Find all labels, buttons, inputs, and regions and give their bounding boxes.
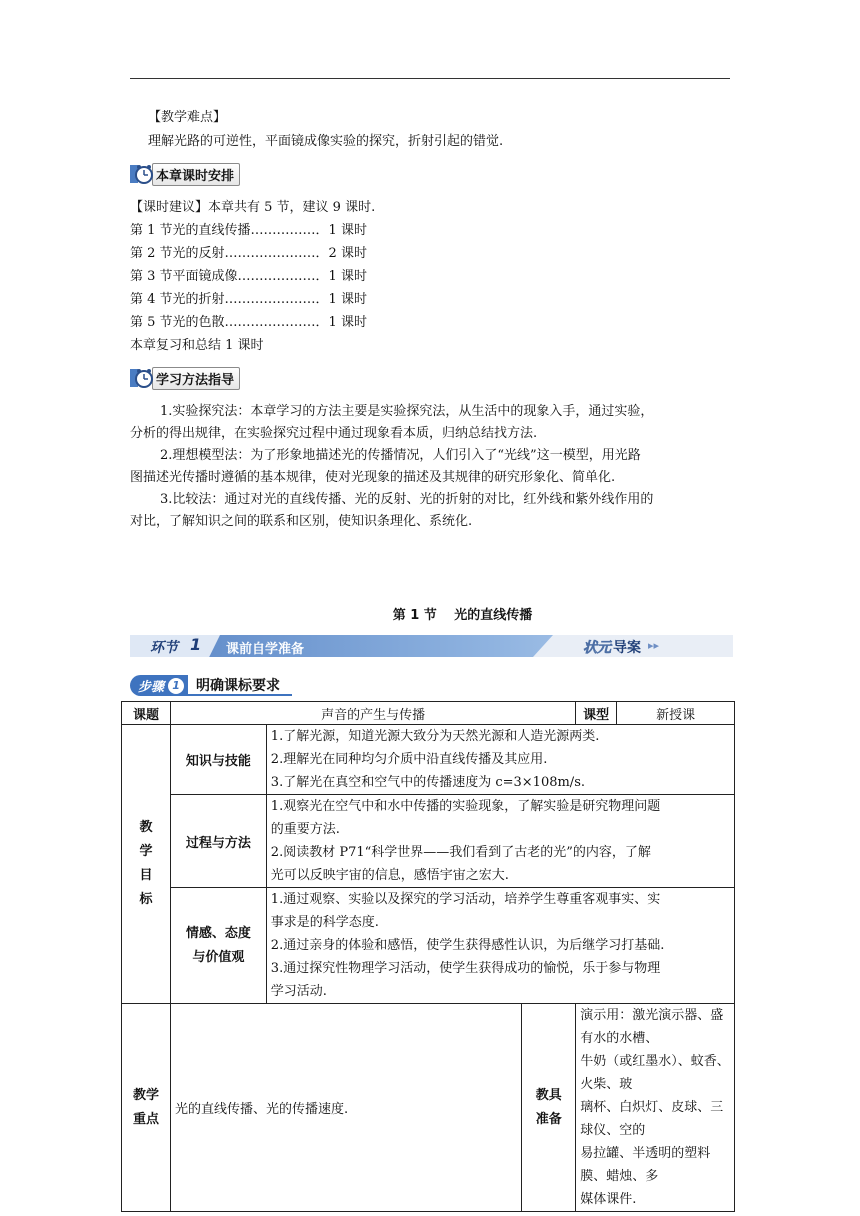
method-text: 1.实验探究法：本章学习的方法主要是实验探究法，从生活中的现象入手，通过实验， xyxy=(160,404,654,419)
tools-header: 教具 准备 xyxy=(522,1004,576,1212)
process-header: 过程与方法 xyxy=(170,795,266,888)
topic-value: 声音的产生与传播 xyxy=(170,702,575,725)
step-badge xyxy=(130,675,292,696)
schedule-line: 第 4 节光的折射…………………．1 课时 xyxy=(130,292,367,307)
table-row xyxy=(122,888,735,1004)
emotion-header: 情感、态度 与价值观 xyxy=(170,888,266,1004)
table-row xyxy=(122,725,735,795)
method-text: 3.比较法：通过对光的直线传播、光的反射、光的折射的对比，红外线和紫外线作用的 xyxy=(160,492,654,507)
table-row xyxy=(122,795,735,888)
schedule-line: 第 5 节光的色散…………………．1 课时 xyxy=(130,315,367,330)
method-text: 分析的得出规律，在实验探究过程中通过现象看本质，归纳总结找方法. xyxy=(130,426,538,441)
key-cell: 光的直线传播、光的传播速度. xyxy=(170,1004,521,1212)
banner-segment: 环节 xyxy=(150,640,178,656)
step-pill xyxy=(130,675,188,696)
schedule-badge-title: 本章课时安排 xyxy=(152,163,240,186)
schedule-badge xyxy=(130,163,240,185)
method-text: 对比，了解知识之间的联系和区别，使知识条理化、系统化. xyxy=(130,514,473,529)
stage-banner xyxy=(130,635,733,657)
course-goals-table xyxy=(121,701,735,1212)
knowledge-header: 知识与技能 xyxy=(170,725,266,795)
goals-header: 教 学 目 标 xyxy=(122,725,171,1004)
knowledge-cell: 1.了解光源，知道光源大致分为天然光源和人造光源两类. 2.理解光在同种均匀介质中沿直线传播及其应用. 3.了解光在真空和空气中的传播速度为 c=3×108m/s. xyxy=(266,725,734,795)
method-text: 图描述光传播时遵循的基本规律，使对光现象的描述及其规律的研究形象化、简单化. xyxy=(130,470,616,485)
table-row xyxy=(122,1004,735,1212)
emotion-cell: 1.通过观察、实验以及探究的学习活动，培养学生尊重客观事实、实 事求是的科学态度. 2.通过亲身的体验和感悟，使学生获得感性认识，为后继学习打基础. 3.通过探究性物理学习活动，使学生获得成功的愉悦，乐于参与物理 学习活动. xyxy=(266,888,734,1004)
header-rule xyxy=(130,78,730,79)
difficulty-text: 理解光路的可逆性，平面镜成像实验的探究，折射引起的错觉. xyxy=(148,134,504,149)
step-label: 步骤 xyxy=(138,680,165,695)
schedule-suggestion: 【课时建议】本章共有 5 节，建议 9 课时. xyxy=(130,200,376,215)
banner-subtitle: 课前自学准备 xyxy=(226,642,305,657)
double-arrow-icon: ▸▸ xyxy=(647,639,659,652)
section-title: 第 1 节 光的直线传播 xyxy=(392,608,533,623)
schedule-block xyxy=(130,196,730,356)
step-number: 1 xyxy=(168,678,184,694)
methods-badge xyxy=(130,367,240,389)
type-header: 课型 xyxy=(576,702,617,725)
banner-right-a: 状元 xyxy=(583,640,611,656)
topic-header: 课题 xyxy=(122,702,171,725)
banner-right-b: 导案 xyxy=(613,640,641,656)
process-cell: 1.观察光在空气中和水中传播的实验现象，了解实验是研究物理问题 的重要方法. 2.阅读教材 P71“科学世界——我们看到了古老的光”的内容，了解 光可以反映宇宙的信息，感悟宇宙之宏大. xyxy=(266,795,734,888)
step-title: 明确课标要求 xyxy=(188,675,292,696)
table-row xyxy=(122,702,735,725)
schedule-line: 第 3 节平面镜成像………………．1 课时 xyxy=(130,269,367,284)
difficulty-heading: 【教学难点】 xyxy=(148,110,227,125)
tools-cell: 演示用：激光演示器、盛有水的水槽、 牛奶（或红墨水）、蚊香、火柴、玻 璃杯、白炽灯、皮球、三球仪、空的 易拉罐、半透明的塑料膜、蜡烛、多 媒体课件. xyxy=(576,1004,735,1212)
schedule-line: 本章复习和总结 1 课时 xyxy=(130,338,264,353)
methods-block xyxy=(130,400,735,540)
key-header: 教学 重点 xyxy=(122,1004,171,1212)
type-value: 新授课 xyxy=(617,702,735,725)
schedule-line: 第 2 节光的反射…………………．2 课时 xyxy=(130,246,367,261)
banner-segment-num: 1 xyxy=(190,635,202,654)
schedule-line: 第 1 节光的直线传播……………．1 课时 xyxy=(130,223,367,238)
clock-icon xyxy=(130,367,156,389)
clock-icon xyxy=(130,163,156,185)
methods-badge-title: 学习方法指导 xyxy=(152,367,240,390)
method-text: 2.理想模型法：为了形象地描述光的传播情况，人们引入了“光线”这一模型，用光路 xyxy=(160,448,641,463)
